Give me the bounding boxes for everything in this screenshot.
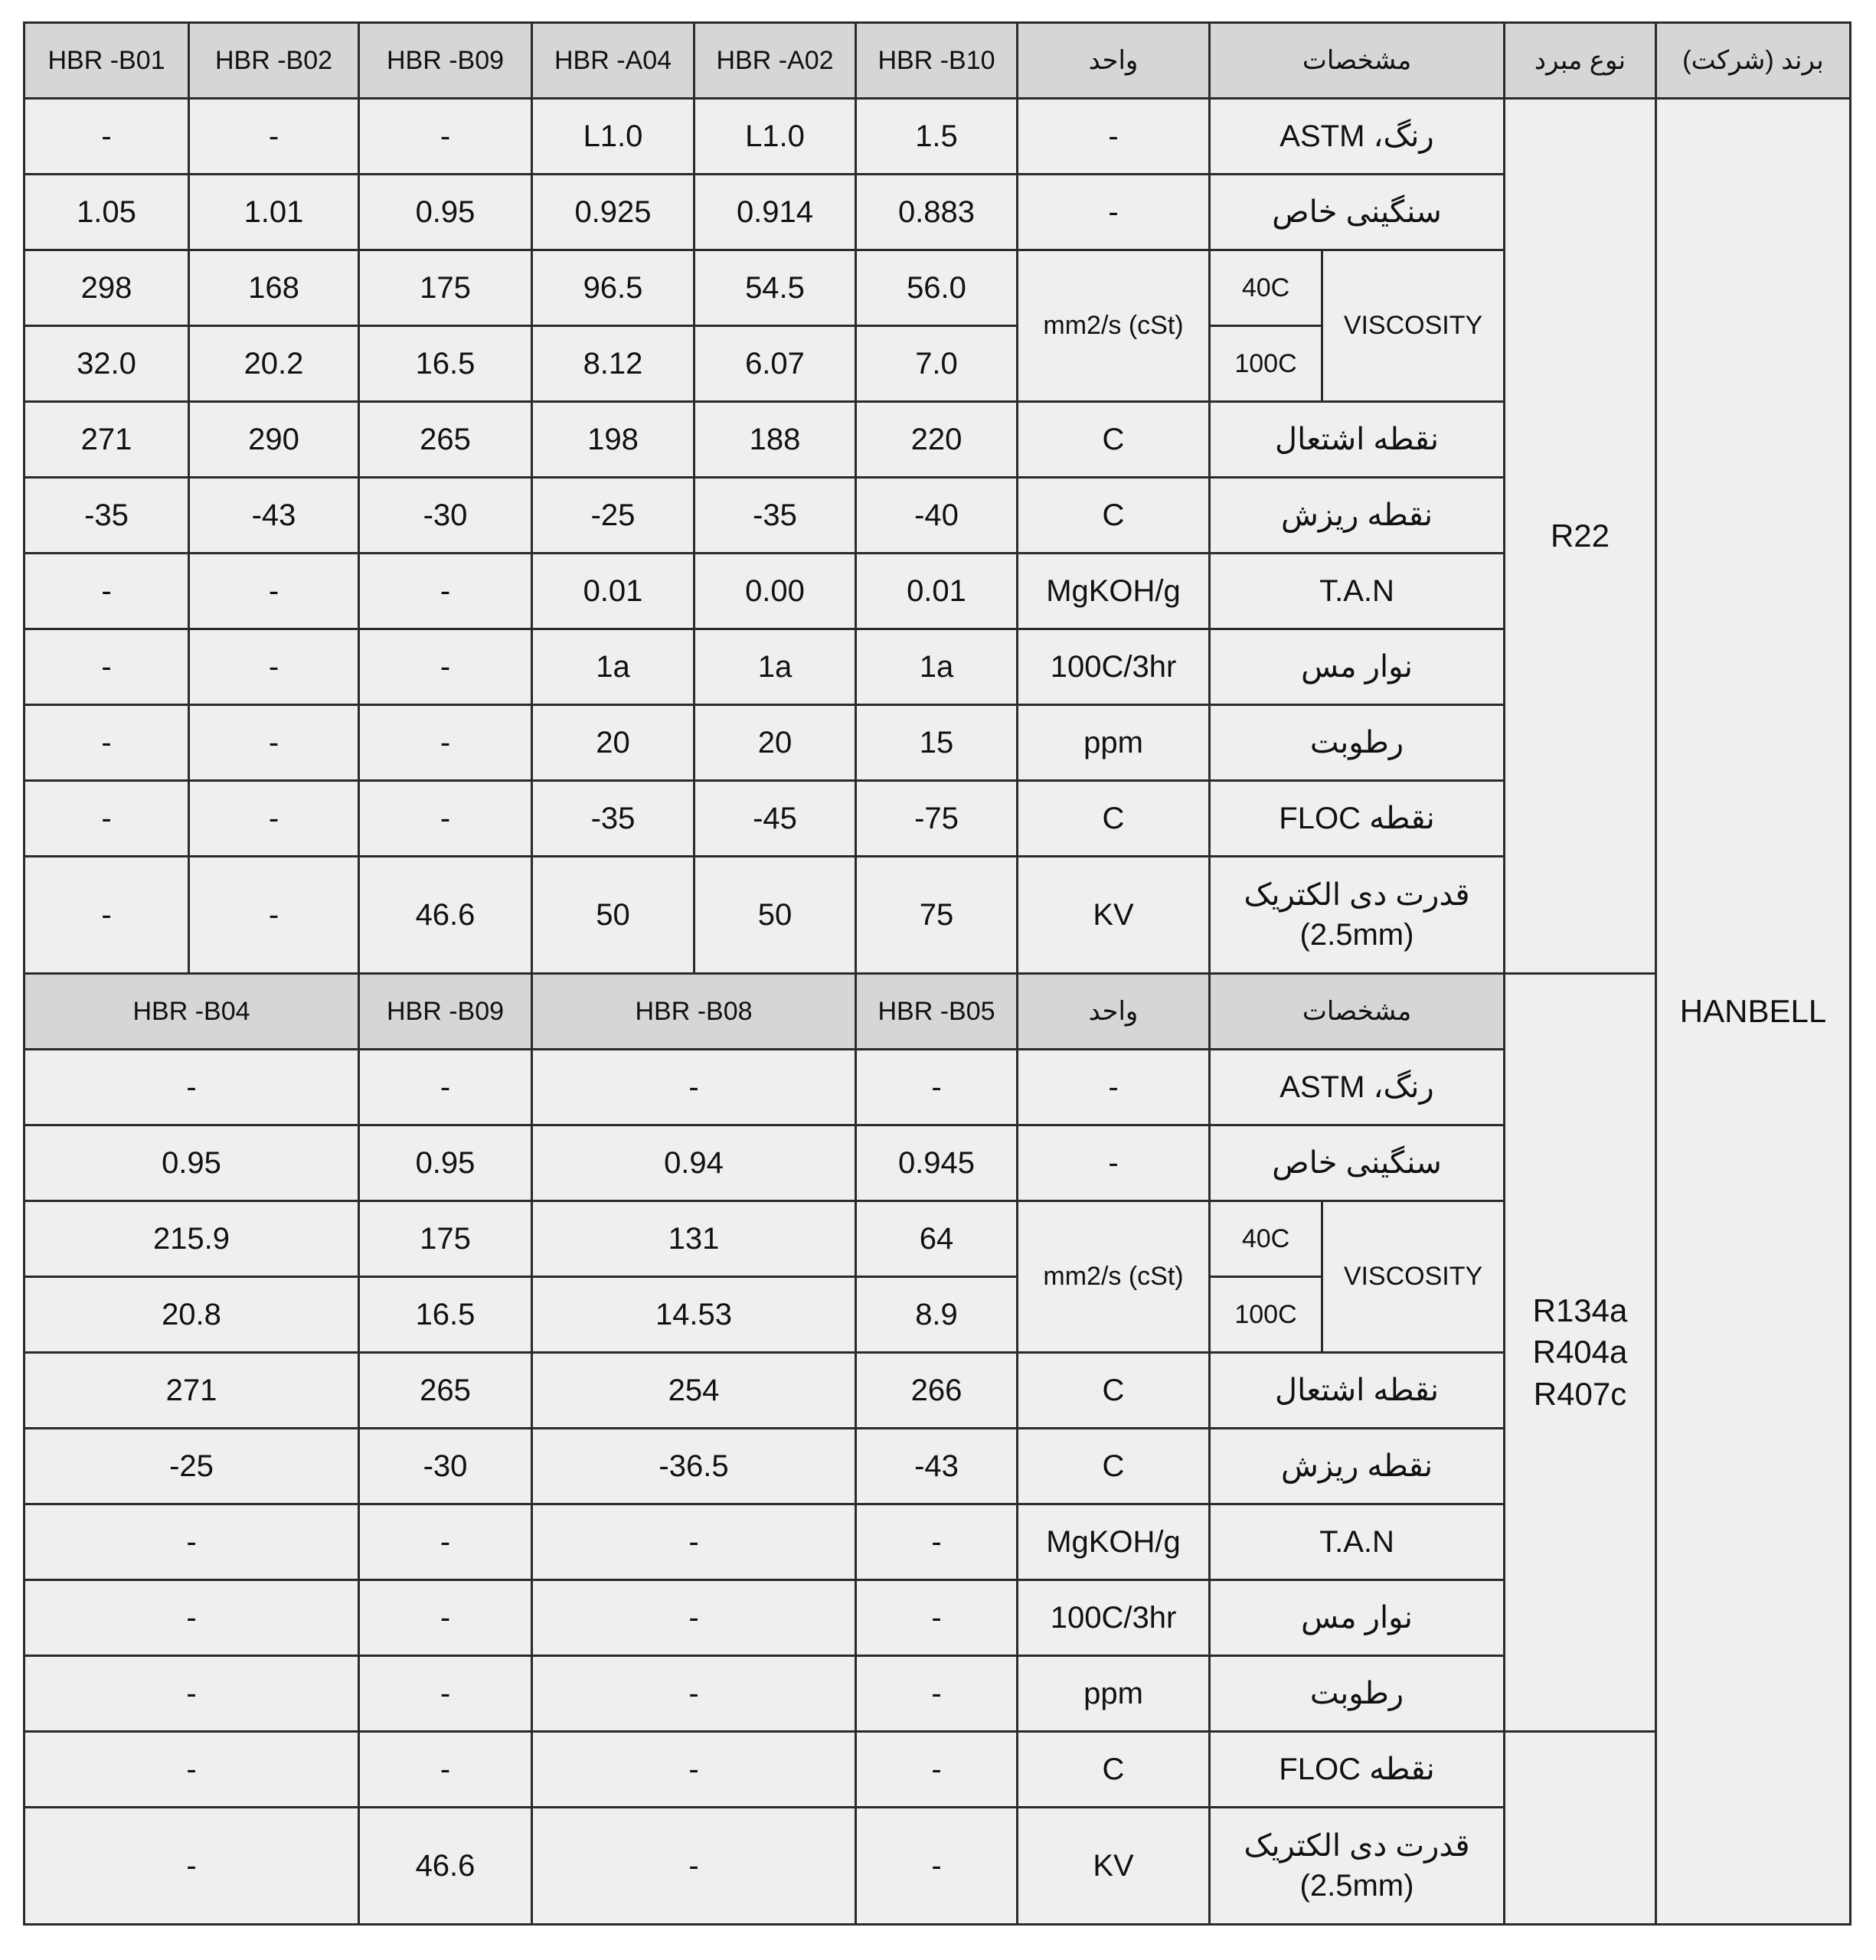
value-cell: 1a	[856, 629, 1018, 705]
value-cell: 290	[189, 402, 359, 478]
value-cell: -	[359, 1580, 532, 1656]
value-cell: 0.925	[532, 175, 695, 250]
value-cell: 1.5	[856, 99, 1018, 175]
value-cell: 20.2	[189, 326, 359, 402]
refrigerant-cell: R22	[1505, 99, 1656, 974]
value-cell: -	[532, 1656, 856, 1732]
value-cell: -	[856, 1656, 1018, 1732]
model-header: HBR -B10	[856, 23, 1018, 99]
value-cell: 20.8	[25, 1277, 359, 1353]
spec-cell: نوار مس	[1210, 1580, 1505, 1656]
unit-cell: C	[1018, 781, 1210, 857]
value-cell: 198	[532, 402, 695, 478]
value-cell: -	[189, 705, 359, 781]
spec-cell: قدرت دی الکتریک (2.5mm)	[1210, 1808, 1505, 1925]
value-cell: 56.0	[856, 250, 1018, 326]
value-cell: L1.0	[695, 99, 856, 175]
value-cell: 0.95	[359, 175, 532, 250]
value-cell: -	[25, 629, 189, 705]
model-header: HBR -A04	[532, 23, 695, 99]
value-cell: 265	[359, 402, 532, 478]
value-cell: 0.00	[695, 554, 856, 629]
value-cell: -	[532, 1808, 856, 1925]
value-cell: 265	[359, 1353, 532, 1429]
value-cell: -	[532, 1504, 856, 1580]
unit-cell: mm2/s (cSt)	[1018, 1201, 1210, 1353]
value-cell: -	[359, 99, 532, 175]
value-cell: -45	[695, 781, 856, 857]
model-header: HBR -B04	[25, 974, 359, 1050]
value-cell: -	[25, 1580, 359, 1656]
viscosity-temp-40c: 40C	[1210, 1201, 1322, 1277]
unit-cell: -	[1018, 1125, 1210, 1201]
unit-cell: -	[1018, 1050, 1210, 1125]
unit-cell: C	[1018, 1732, 1210, 1808]
value-cell: 0.945	[856, 1125, 1018, 1201]
spec-cell: T.A.N	[1210, 554, 1505, 629]
value-cell: 15	[856, 705, 1018, 781]
spec-cell: نقطه اشتعال	[1210, 402, 1505, 478]
value-cell: 131	[532, 1201, 856, 1277]
spec-cell: نقطه FLOC	[1210, 781, 1505, 857]
model-header: HBR -B09	[359, 23, 532, 99]
value-cell: -40	[856, 478, 1018, 554]
model-header: HBR -B09	[359, 974, 532, 1050]
unit-cell: MgKOH/g	[1018, 1504, 1210, 1580]
value-cell: -	[25, 705, 189, 781]
unit-cell: -	[1018, 175, 1210, 250]
value-cell: -	[25, 99, 189, 175]
value-cell: L1.0	[532, 99, 695, 175]
spec-cell: نوار مس	[1210, 629, 1505, 705]
value-cell: -36.5	[532, 1429, 856, 1504]
value-cell: -	[856, 1580, 1018, 1656]
spec-cell: رطوبت	[1210, 705, 1505, 781]
value-cell: -35	[695, 478, 856, 554]
value-cell: 8.12	[532, 326, 695, 402]
unit-cell: KV	[1018, 1808, 1210, 1925]
value-cell: -	[359, 705, 532, 781]
value-cell: 96.5	[532, 250, 695, 326]
value-cell: 32.0	[25, 326, 189, 402]
viscosity-label: VISCOSITY	[1322, 250, 1505, 402]
unit-cell: MgKOH/g	[1018, 554, 1210, 629]
value-cell: -30	[359, 478, 532, 554]
value-cell: 16.5	[359, 326, 532, 402]
refrigerant-header: نوع مبرد	[1505, 23, 1656, 99]
value-cell: -	[359, 1732, 532, 1808]
unit-cell: mm2/s (cSt)	[1018, 250, 1210, 402]
value-cell: 54.5	[695, 250, 856, 326]
spec-header: مشخصات	[1210, 23, 1505, 99]
unit-cell: 100C/3hr	[1018, 1580, 1210, 1656]
value-cell: 271	[25, 1353, 359, 1429]
unit-cell: -	[1018, 99, 1210, 175]
value-cell: -	[189, 99, 359, 175]
unit-cell: C	[1018, 1353, 1210, 1429]
value-cell: 188	[695, 402, 856, 478]
value-cell: 75	[856, 857, 1018, 974]
value-cell: -25	[532, 478, 695, 554]
value-cell: 64	[856, 1201, 1018, 1277]
viscosity-temp-100c: 100C	[1210, 1277, 1322, 1353]
unit-header: واحد	[1018, 974, 1210, 1050]
value-cell: -25	[25, 1429, 359, 1504]
spec-cell: قدرت دی الکتریک (2.5mm)	[1210, 857, 1505, 974]
oil-specifications-table	[23, 21, 1851, 1926]
value-cell: 46.6	[359, 857, 532, 974]
model-header: HBR -A02	[695, 23, 856, 99]
value-cell: 50	[695, 857, 856, 974]
value-cell: -35	[25, 478, 189, 554]
value-cell: -	[532, 1580, 856, 1656]
value-cell: -	[856, 1504, 1018, 1580]
value-cell: 46.6	[359, 1808, 532, 1925]
spec-cell: سنگینی خاص	[1210, 1125, 1505, 1201]
model-header: HBR -B02	[189, 23, 359, 99]
value-cell: 7.0	[856, 326, 1018, 402]
spec-cell: سنگینی خاص	[1210, 175, 1505, 250]
value-cell: 8.9	[856, 1277, 1018, 1353]
value-cell: -	[532, 1050, 856, 1125]
unit-cell: ppm	[1018, 1656, 1210, 1732]
value-cell: 0.914	[695, 175, 856, 250]
value-cell: -	[856, 1808, 1018, 1925]
spec-cell: نقطه ریزش	[1210, 1429, 1505, 1504]
value-cell: -	[25, 1504, 359, 1580]
model-header: HBR -B05	[856, 974, 1018, 1050]
unit-cell: ppm	[1018, 705, 1210, 781]
value-cell: 215.9	[25, 1201, 359, 1277]
viscosity-temp-100c: 100C	[1210, 326, 1322, 402]
unit-cell: C	[1018, 1429, 1210, 1504]
value-cell: -35	[532, 781, 695, 857]
value-cell: -	[359, 1050, 532, 1125]
brand-header: برند (شرکت)	[1656, 23, 1851, 99]
value-cell: 1.01	[189, 175, 359, 250]
value-cell: -	[359, 1656, 532, 1732]
value-cell: -	[25, 554, 189, 629]
refrigerant-cell: R134a R404a R407c	[1505, 974, 1656, 1732]
value-cell: -30	[359, 1429, 532, 1504]
value-cell: -	[189, 781, 359, 857]
spec-cell: نقطه ریزش	[1210, 478, 1505, 554]
model-header: HBR -B01	[25, 23, 189, 99]
value-cell: -	[359, 1504, 532, 1580]
value-cell: 0.95	[359, 1125, 532, 1201]
value-cell: -	[856, 1732, 1018, 1808]
value-cell: -	[25, 1732, 359, 1808]
spec-header: مشخصات	[1210, 974, 1505, 1050]
spec-cell: رنگ، ASTM	[1210, 99, 1505, 175]
unit-cell: C	[1018, 478, 1210, 554]
spec-cell: نقطه FLOC	[1210, 1732, 1505, 1808]
value-cell: -	[532, 1732, 856, 1808]
value-cell: 220	[856, 402, 1018, 478]
value-cell: 0.94	[532, 1125, 856, 1201]
value-cell: 20	[695, 705, 856, 781]
spec-cell: رنگ، ASTM	[1210, 1050, 1505, 1125]
spec-cell: رطوبت	[1210, 1656, 1505, 1732]
unit-header: واحد	[1018, 23, 1210, 99]
unit-cell: C	[1018, 402, 1210, 478]
refrigerant-cell-empty	[1505, 1732, 1656, 1925]
value-cell: 1a	[532, 629, 695, 705]
value-cell: -75	[856, 781, 1018, 857]
value-cell: -	[25, 781, 189, 857]
value-cell: 175	[359, 1201, 532, 1277]
value-cell: -	[25, 1656, 359, 1732]
value-cell: 254	[532, 1353, 856, 1429]
value-cell: 0.01	[532, 554, 695, 629]
unit-cell: KV	[1018, 857, 1210, 974]
value-cell: 0.95	[25, 1125, 359, 1201]
value-cell: -	[359, 781, 532, 857]
value-cell: -	[359, 554, 532, 629]
value-cell: 20	[532, 705, 695, 781]
value-cell: 168	[189, 250, 359, 326]
value-cell: -	[359, 629, 532, 705]
value-cell: 175	[359, 250, 532, 326]
value-cell: 16.5	[359, 1277, 532, 1353]
model-header: HBR -B08	[532, 974, 856, 1050]
viscosity-temp-40c: 40C	[1210, 250, 1322, 326]
unit-cell: 100C/3hr	[1018, 629, 1210, 705]
value-cell: 6.07	[695, 326, 856, 402]
spec-cell: T.A.N	[1210, 1504, 1505, 1580]
value-cell: 1.05	[25, 175, 189, 250]
value-cell: 266	[856, 1353, 1018, 1429]
value-cell: 0.01	[856, 554, 1018, 629]
value-cell: -	[25, 1050, 359, 1125]
value-cell: 50	[532, 857, 695, 974]
value-cell: 271	[25, 402, 189, 478]
value-cell: -	[25, 857, 189, 974]
value-cell: -43	[856, 1429, 1018, 1504]
value-cell: -	[856, 1050, 1018, 1125]
value-cell: 1a	[695, 629, 856, 705]
value-cell: 14.53	[532, 1277, 856, 1353]
value-cell: -	[25, 1808, 359, 1925]
value-cell: -	[189, 554, 359, 629]
value-cell: -43	[189, 478, 359, 554]
value-cell: 298	[25, 250, 189, 326]
spec-cell: نقطه اشتعال	[1210, 1353, 1505, 1429]
brand-cell: HANBELL	[1656, 99, 1851, 1925]
value-cell: 0.883	[856, 175, 1018, 250]
value-cell: -	[189, 629, 359, 705]
value-cell: -	[189, 857, 359, 974]
viscosity-label: VISCOSITY	[1322, 1201, 1505, 1353]
